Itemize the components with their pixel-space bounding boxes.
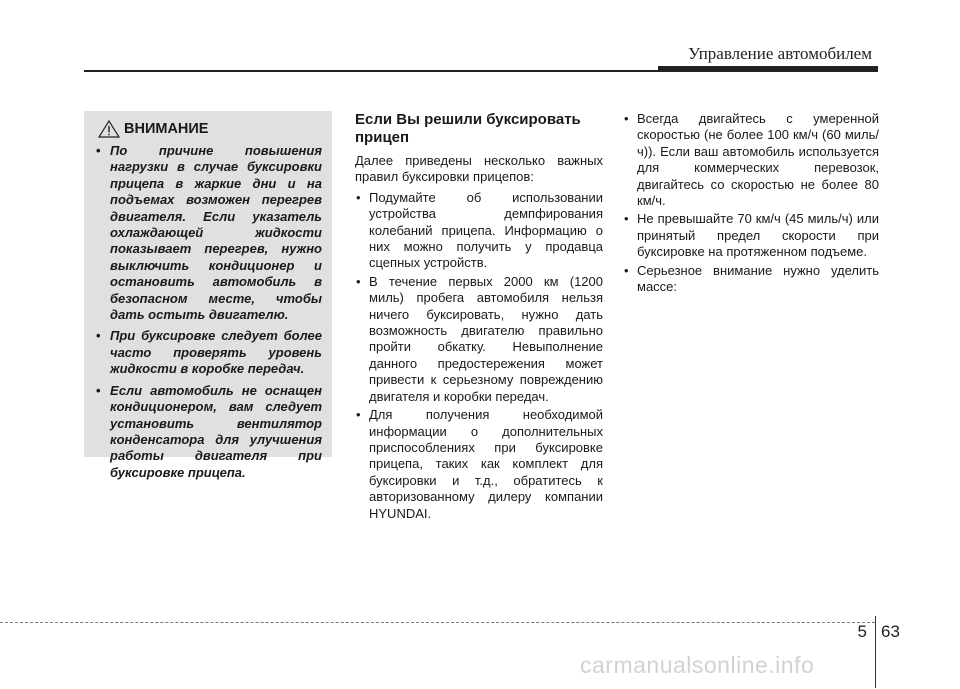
footer-rule [0, 622, 875, 623]
warning-item: • Если автомобиль не оснащен кондиционером, вам следует установить вентилятор конденсатора для улучшения работы двигателя при буксировке прицепа. [94, 383, 322, 481]
chapter-number: 5 [857, 622, 867, 641]
watermark: carmanualsonline.info [580, 652, 815, 678]
warning-header [94, 120, 322, 138]
rules-list [355, 190, 603, 522]
warning-box [84, 111, 332, 480]
towing-section [355, 111, 603, 524]
header-rule-accent [658, 66, 878, 72]
page-number: 63 [881, 622, 900, 641]
rule-item: • Серьезное внимание нужно уделить массе: [623, 263, 879, 296]
section-title: Если Вы решили буксировать прицеп [355, 111, 581, 146]
speed-rules-column [623, 111, 879, 297]
speed-rules-list [623, 111, 879, 295]
rule-item: • Всегда двигайтесь с умеренной скоростью (не более 100 км/ч (60 миль/ч)). Если ваш автомобиль используется для коммерческих перевозок, двигайтесь со скоростью не более 80 км/ч. [623, 111, 879, 209]
rule-item: • Подумайте об использовании устройства демпфирования колебаний прицепа. Информацию о них можно получить у продавца сцепных устройств. [355, 190, 603, 272]
warning-item: • При буксировке следует более часто проверять уровень жидкости в коробке передач. [94, 328, 322, 377]
warning-triangle-icon [98, 120, 120, 138]
rule-item: • Не превышайте 70 км/ч (45 миль/ч) или принятый предел скорости при буксировке на протяженном подъеме. [623, 211, 879, 260]
section-intro: Далее приведены несколько важных правил буксировки прицепов: [355, 153, 603, 185]
rule-item: • Для получения необходимой информации о дополнительных приспособлениях при буксировке прицепа, таких как комплект для буксировки и т.д., обратитесь к авторизованному дилеру компании HYUNDAI. [355, 407, 603, 522]
page-header-title: Управление автомобилем [688, 44, 872, 63]
warning-title: ВНИМАНИЕ [124, 121, 209, 137]
warning-list [94, 143, 322, 481]
warning-item: • По причине повышения нагрузки в случае буксировки прицепа в жаркие дни и на подъемах возможен перегрев двигателя. Если указатель охлаждающей жидкости показывает перегрев, нужно выключить кондиционер и остановить автомобиль в безопасном месте, чтобы дать остыть двигателю. [94, 143, 322, 323]
rule-item: • В течение первых 2000 км (1200 миль) пробега автомобиля нельзя ничего буксировать, нужно дать возможность двигателю правильно пройти обкатку. Невыполнение данного предостережения может привести к серьезному повреждению двигателя и коробки передач. [355, 274, 603, 405]
page-number-divider [875, 616, 876, 688]
